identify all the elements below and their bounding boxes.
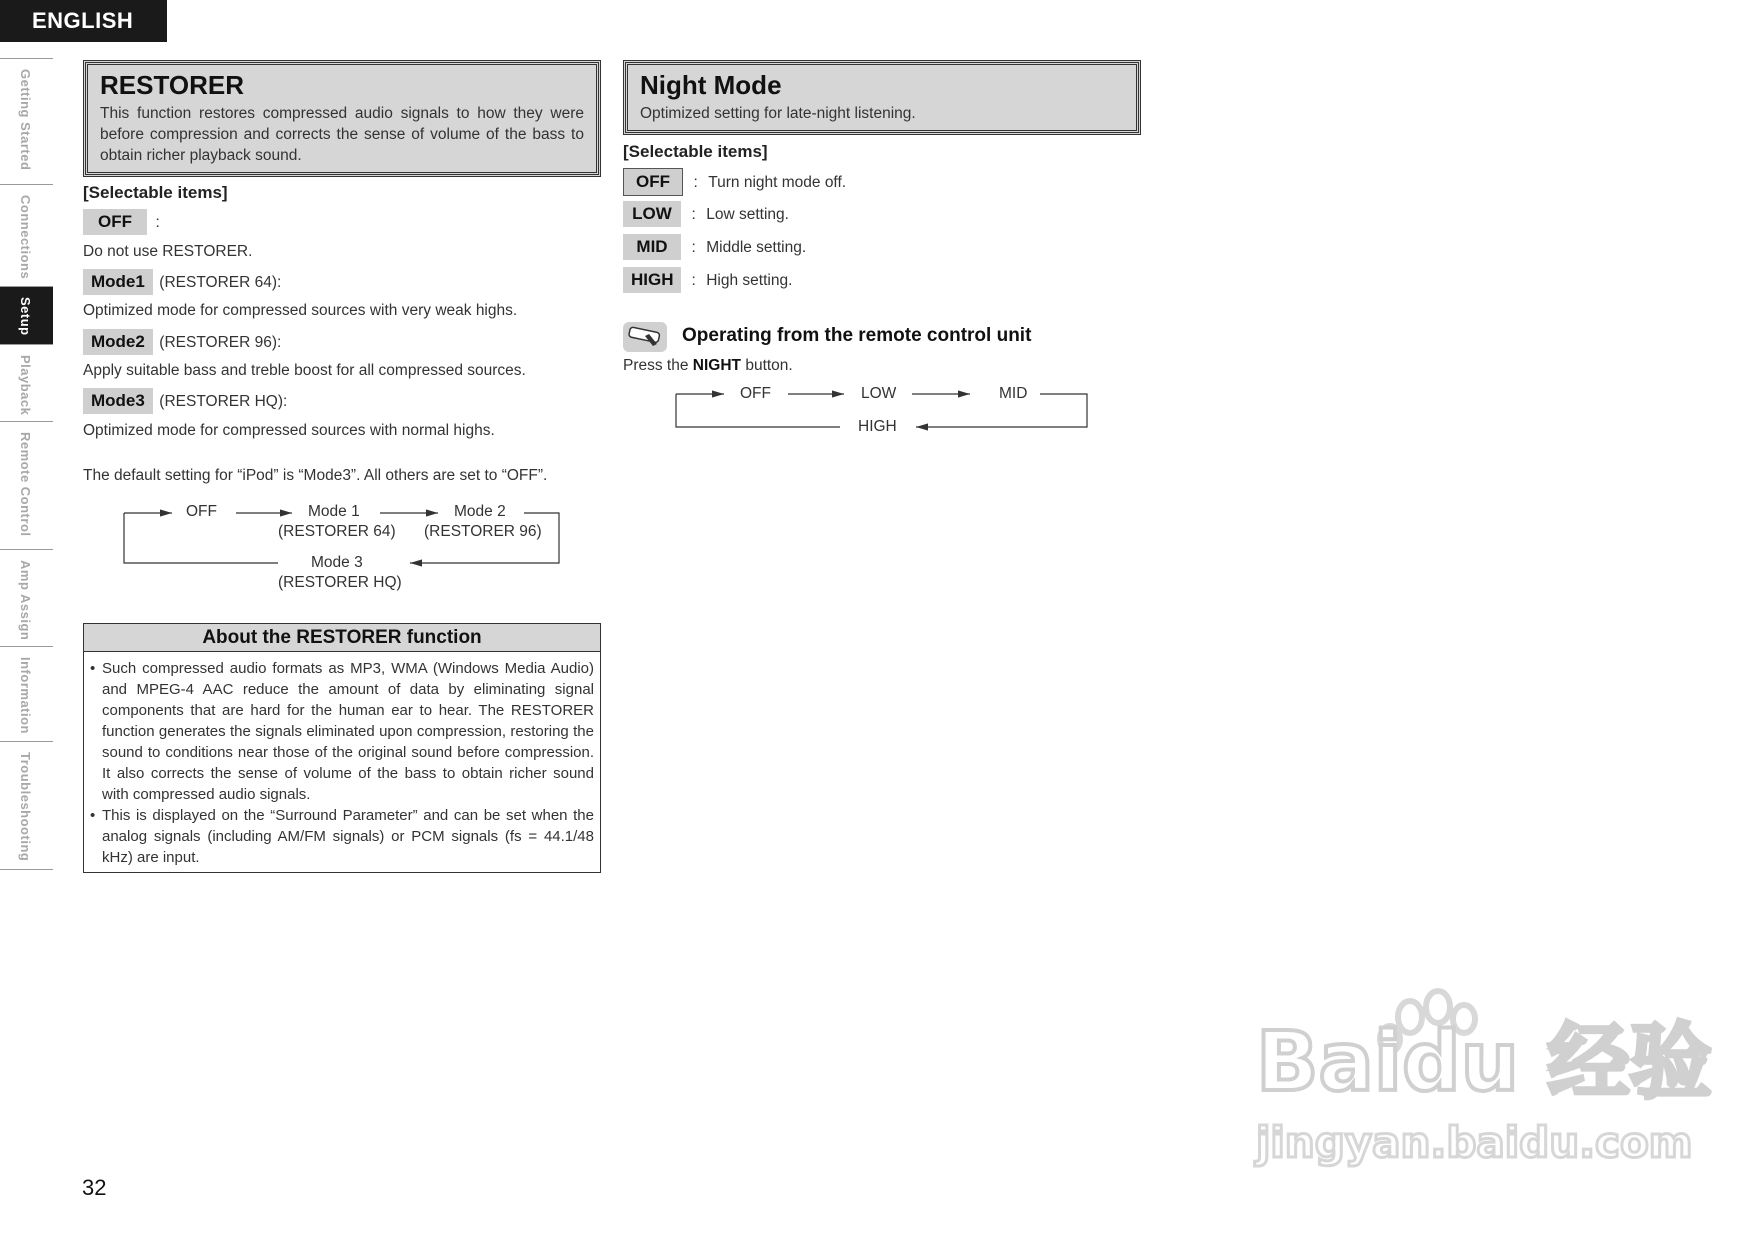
night-flow-lines — [600, 370, 1100, 450]
side-nav-information[interactable] — [0, 646, 53, 741]
about-bullet: • This is displayed on the “Surround Parameter” and can be set when the analog signals (including AM/FM signals) or PCM signals (fs = 44.1/48 kHz) are input. — [102, 805, 594, 868]
side-nav-label: Troubleshooting — [18, 752, 33, 862]
press-suffix: button. — [745, 357, 793, 374]
item-colon: : — [691, 206, 696, 223]
about-bullets — [84, 652, 600, 872]
chip-mode1: Mode1 — [83, 269, 153, 295]
chip-off: OFF — [83, 209, 147, 235]
side-nav-label: Remote Control — [18, 432, 33, 537]
chip-low: LOW — [623, 201, 681, 227]
page-number: 32 — [82, 1175, 107, 1200]
chip-mode3: Mode3 — [83, 388, 153, 414]
item-suffix: : — [155, 214, 160, 231]
flow-mode3-sub: (RESTORER HQ) — [278, 574, 402, 591]
flow-low: LOW — [861, 385, 897, 402]
restorer-default-note: The default setting for “iPod” is “Mode3”. All others are set to “OFF”. — [83, 467, 548, 484]
chip-off: OFF — [623, 168, 683, 196]
flow-mid: MID — [999, 385, 1028, 402]
item-suffix: (RESTORER 96): — [159, 334, 282, 351]
item-desc: High setting. — [706, 272, 793, 289]
item-suffix: (RESTORER 64): — [159, 274, 282, 291]
night-mode-title: Night Mode — [640, 70, 782, 100]
remote-heading: Operating from the remote control unit — [682, 325, 1032, 346]
item-colon: : — [693, 174, 698, 191]
side-nav-label: Connections — [18, 195, 33, 280]
remote-hand-icon — [623, 322, 667, 352]
item-desc: Do not use RESTORER. — [83, 243, 253, 260]
item-colon: : — [691, 239, 696, 256]
restorer-flow-lines — [0, 0, 600, 600]
night-mode-title-box — [623, 60, 1141, 135]
restorer-description: This function restores compressed audio signals to how they were before compression and corrects the sense of volume of the bass to obtain richer playback sound. — [100, 105, 584, 164]
side-nav-label: Setup — [18, 297, 33, 336]
item-desc: Optimized mode for compressed sources with very weak highs. — [83, 302, 518, 319]
flow-mode1-sub: (RESTORER 64) — [278, 523, 396, 540]
item-suffix: (RESTORER HQ): — [159, 393, 288, 410]
night-item-high — [623, 267, 792, 293]
item-desc: Turn night mode off. — [708, 174, 847, 191]
night-item-low — [623, 201, 789, 227]
side-nav-label: Information — [18, 657, 33, 734]
restorer-title: RESTORER — [100, 70, 244, 100]
about-restorer-box — [83, 623, 601, 873]
about-title: About the RESTORER function — [84, 624, 600, 652]
watermark-url: jingyan.baidu.com — [1256, 1118, 1693, 1167]
chip-mid: MID — [623, 234, 681, 260]
baidu-watermark-logo — [1250, 985, 1712, 1185]
item-colon: : — [691, 272, 696, 289]
flow-mode3: Mode 3 — [311, 554, 363, 571]
flow-mode1: Mode 1 — [308, 503, 360, 520]
night-button-label: NIGHT — [692, 357, 742, 374]
flow-off: OFF — [186, 503, 217, 520]
night-item-off — [623, 168, 846, 196]
night-item-mid — [623, 234, 806, 260]
side-nav-label: Amp Assign — [18, 560, 33, 641]
night-mode-description: Optimized setting for late-night listening. — [640, 105, 916, 122]
about-bullet: • Such compressed audio formats as MP3, WMA (Windows Media Audio) and MPEG-4 AAC reduce the amount of data by eliminating signal components that are hard for the human ear to hear. The RESTORER function generates the signals eliminated upon compression, restoring the sound to conditions near those of the original sound before compression. It also corrects the sense of volume of the bass to obtain richer sound with compressed audio signals. — [102, 658, 594, 805]
side-nav-label: Playback — [18, 355, 33, 416]
chip-mode2: Mode2 — [83, 329, 153, 355]
side-nav-label: Getting Started — [18, 69, 33, 171]
item-desc: Low setting. — [706, 206, 789, 223]
restorer-selectable-heading: [Selectable items] — [83, 183, 228, 202]
item-desc: Apply suitable bass and treble boost for all compressed sources. — [83, 362, 526, 379]
item-desc: Optimized mode for compressed sources with normal highs. — [83, 422, 495, 439]
flow-off: OFF — [740, 385, 771, 402]
language-tab: ENGLISH — [0, 0, 167, 42]
watermark-brand: Baidu 经验 — [1256, 1015, 1712, 1110]
chip-high: HIGH — [623, 267, 681, 293]
flow-high: HIGH — [858, 418, 897, 435]
flow-mode2: Mode 2 — [454, 503, 506, 520]
side-nav-troubleshooting[interactable] — [0, 741, 53, 870]
night-selectable-heading: [Selectable items] — [623, 142, 768, 161]
flow-mode2-sub: (RESTORER 96) — [424, 523, 542, 540]
item-desc: Middle setting. — [706, 239, 807, 256]
press-prefix: Press the — [623, 357, 689, 374]
